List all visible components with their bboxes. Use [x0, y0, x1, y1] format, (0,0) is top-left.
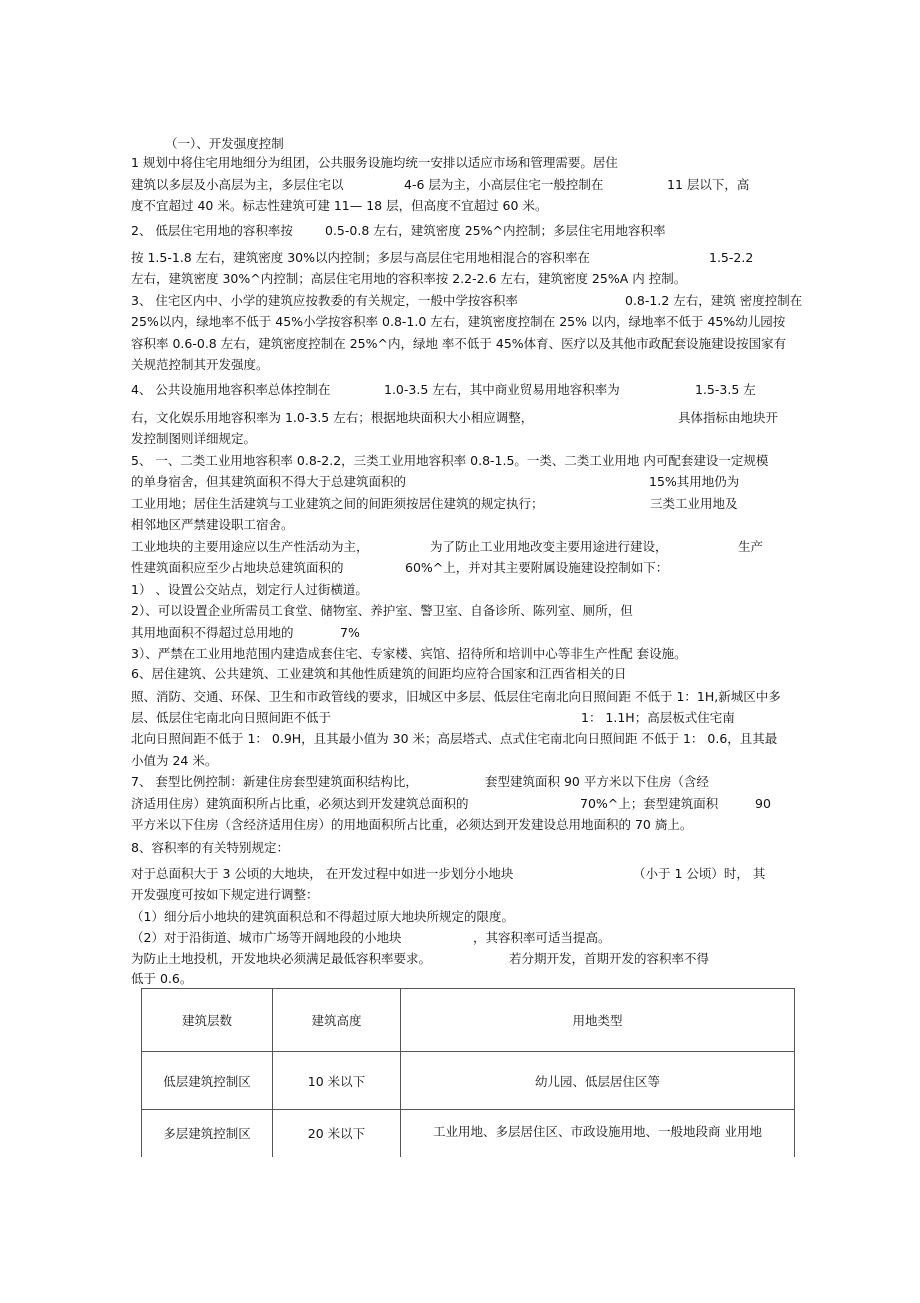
text-segment: 度不宜超过 40 米。标志性建筑可建 11— 18 层，但高度不宜超过 60 米。	[131, 198, 548, 213]
text-segment: 若分期开发，首期开发的容积率不得	[509, 951, 710, 966]
table-cell: 幼儿园、低层居住区等	[401, 1052, 795, 1110]
building-control-table	[141, 988, 795, 1157]
text-segment: 容积率 0.6-0.8 左右，建筑密度控制在 25%^内，绿地 率不低于 45%体育、医疗以及其他市政配套设施建设按国家有	[131, 336, 787, 351]
text-segment: 济适用住房）建筑面积所占比重，必须达到开发建筑总面积的	[131, 796, 469, 811]
table-cell: 多层建筑控制区	[142, 1110, 273, 1157]
text-segment: 1： 1.1H；高层板式住宅南	[581, 710, 735, 725]
text-segment: 7、 套型比例控制：新建住房套型建筑面积结构比，	[131, 774, 418, 789]
text-segment: 发控制图则详细规定。	[131, 431, 257, 446]
text-segment: 对于总面积大于 3 公顷的大地块， 在开发过程中如进一步划分小地块	[131, 866, 514, 881]
table-header-cell: 用地类型	[401, 989, 795, 1052]
text-segment: 其用地面积不得超过总用地的	[131, 625, 294, 640]
text-segment: 三类工业用地及	[650, 496, 738, 511]
text-segment: 4-6 层为主，小高层住宅一般控制在	[404, 177, 604, 192]
text-segment: 1.5-3.5 左	[695, 382, 756, 397]
text-segment: 按 1.5-1.8 左右，建筑密度 30%以内控制；多层与高层住宅用地相混合的容积率在	[131, 250, 590, 265]
text-segment: （1）细分后小地块的建筑面积总和不得超过原大地块所规定的限度。	[131, 909, 514, 924]
text-segment: 生产	[738, 539, 764, 554]
text-segment: 左右，建筑密度 30%^内控制；高层住宅用地的容积率按 2.2-2.6 左右，建筑密度 25%A 内 控制。	[131, 271, 687, 286]
text-segment: 相邻地区严禁建设职工宿舍。	[131, 517, 294, 532]
text-segment: 0.5-0.8 左右，建筑密度 25%^内控制；多层住宅用地容积率	[325, 223, 666, 238]
text-segment: 15%其用地仍为	[649, 474, 740, 489]
text-segment: 90	[755, 796, 771, 811]
table-cell: 工业用地、多层居住区、市政设施用地、一般地段商 业用地	[401, 1110, 795, 1157]
text-segment: 工业地块的主要用途应以生产性活动为主，	[131, 539, 369, 554]
text-segment: 层、低层住宅南北向日照间距不低于	[131, 710, 332, 725]
table-row	[142, 1110, 795, 1157]
text-segment: （2）对于沿街道、城市广场等开阔地段的小地块	[131, 930, 402, 945]
text-segment: 关规范控制其开发强度。	[131, 357, 269, 372]
table-header-cell: 建筑层数	[142, 989, 273, 1052]
text-segment: 1.0-3.5 左右，其中商业贸易用地容积率为	[384, 382, 620, 397]
text-segment: 建筑以多层及小高层为主，多层住宅以	[131, 177, 344, 192]
text-segment: 2）、可以设置企业所需员工食堂、储物室、养护室、警卫室、自备诊所、陈列室、厕所，但	[131, 603, 633, 618]
text-segment: 套型建筑面积 90 平方米以下住房（含经	[485, 774, 709, 789]
text-segment: 1.5-2.2	[709, 250, 754, 265]
table-header-cell: 建筑高度	[273, 989, 401, 1052]
text-segment: 0.8-1.2 左右，建筑 密度控制在	[625, 293, 803, 308]
text-segment: ，其容积率可适当提高。	[473, 930, 611, 945]
text-segment: 北向日照间距不低于 1： 0.9H，且其最小值为 30 米；高层塔式、点式住宅南北向日照间距 不低于 1： 0.6，且其最	[131, 731, 778, 746]
text-segment: 1 规划中将住宅用地细分为组团，公共服务设施均统一安排以适应市场和管理需要。居住	[131, 155, 618, 170]
text-segment: 平方米以下住房（含经济适用住房）的用地面积所占比重，必须达到开发建设总用地面积的 70 旖上。	[131, 817, 693, 832]
text-segment: 具体指标由地块开	[678, 410, 779, 425]
text-segment: 照、消防、交通、环保、卫生和市政管线的要求，旧城区中多层、低层住宅南北向日照间距 不低于 1：1H,新城区中多	[131, 689, 781, 704]
text-segment: 性建筑面积应至少占地块总建筑面积的	[131, 560, 344, 575]
text-segment: 2、 低层住宅用地的容积率按	[131, 223, 293, 238]
text-segment: 工业用地；居住生活建筑与工业建筑之间的间距须按居住建筑的规定执行；	[131, 496, 544, 511]
text-segment: 3）、严禁在工业用地范围内建造成套住宅、专家楼、宾馆、招待所和培训中心等非生产性配 套设施。	[131, 646, 687, 661]
text-segment: 3、 住宅区内中、小学的建筑应按教委的有关规定，一般中学按容积率	[131, 293, 518, 308]
text-segment: 4、 公共设施用地容积率总体控制在	[131, 382, 331, 397]
text-segment: 6、居住建筑、公共建筑、工业建筑和其他性质建筑的间距均应符合国家和江西省相关的日	[131, 666, 627, 681]
table-header-row	[142, 989, 795, 1052]
text-segment: 小值为 24 米。	[131, 753, 218, 768]
text-segment: 为了防止工业用地改变主要用途进行建设，	[430, 539, 668, 554]
table-cell: 10 米以下	[273, 1052, 401, 1110]
text-segment: 11 层以下，高	[667, 177, 750, 192]
table-cell: 低层建筑控制区	[142, 1052, 273, 1110]
text-segment: 1） 、设置公交站点，划定行人过街横道。	[131, 582, 368, 597]
text-segment: 开发强度可按如下规定进行调整：	[131, 887, 319, 902]
text-segment: （小于 1 公顷）时， 其	[633, 866, 766, 881]
text-segment: 低于 0.6。	[131, 971, 193, 986]
text-segment: 5、 一、二类工业用地容积率 0.8-2.2，三类工业用地容积率 0.8-1.5。一类、二类工业用地 内可配套建设一定规模	[131, 453, 769, 468]
text-segment: 25%以内，绿地率不低于 45%小学按容积率 0.8-1.0 左右，建筑密度控制在 25% 以内，绿地率不低于 45%幼儿园按	[131, 314, 786, 329]
text-segment: 8、容积率的有关特别规定：	[131, 840, 289, 855]
text-segment: 7%	[340, 625, 360, 640]
text-segment: 70%^上；套型建筑面积	[580, 796, 719, 811]
text-segment: 为防止土地投机，开发地块必须满足最低容积率要求。	[131, 951, 432, 966]
table-row	[142, 1052, 795, 1110]
text-segment: 右，文化娱乐用地容积率为 1.0-3.5 左右；根据地块面积大小相应调整，	[131, 410, 534, 425]
text-segment: 60%^上，并对其主要附属设施建设控制如下：	[405, 560, 669, 575]
table-cell: 20 米以下	[273, 1110, 401, 1157]
text-segment: 的单身宿舍，但其建筑面积不得大于总建筑面积的	[131, 474, 407, 489]
